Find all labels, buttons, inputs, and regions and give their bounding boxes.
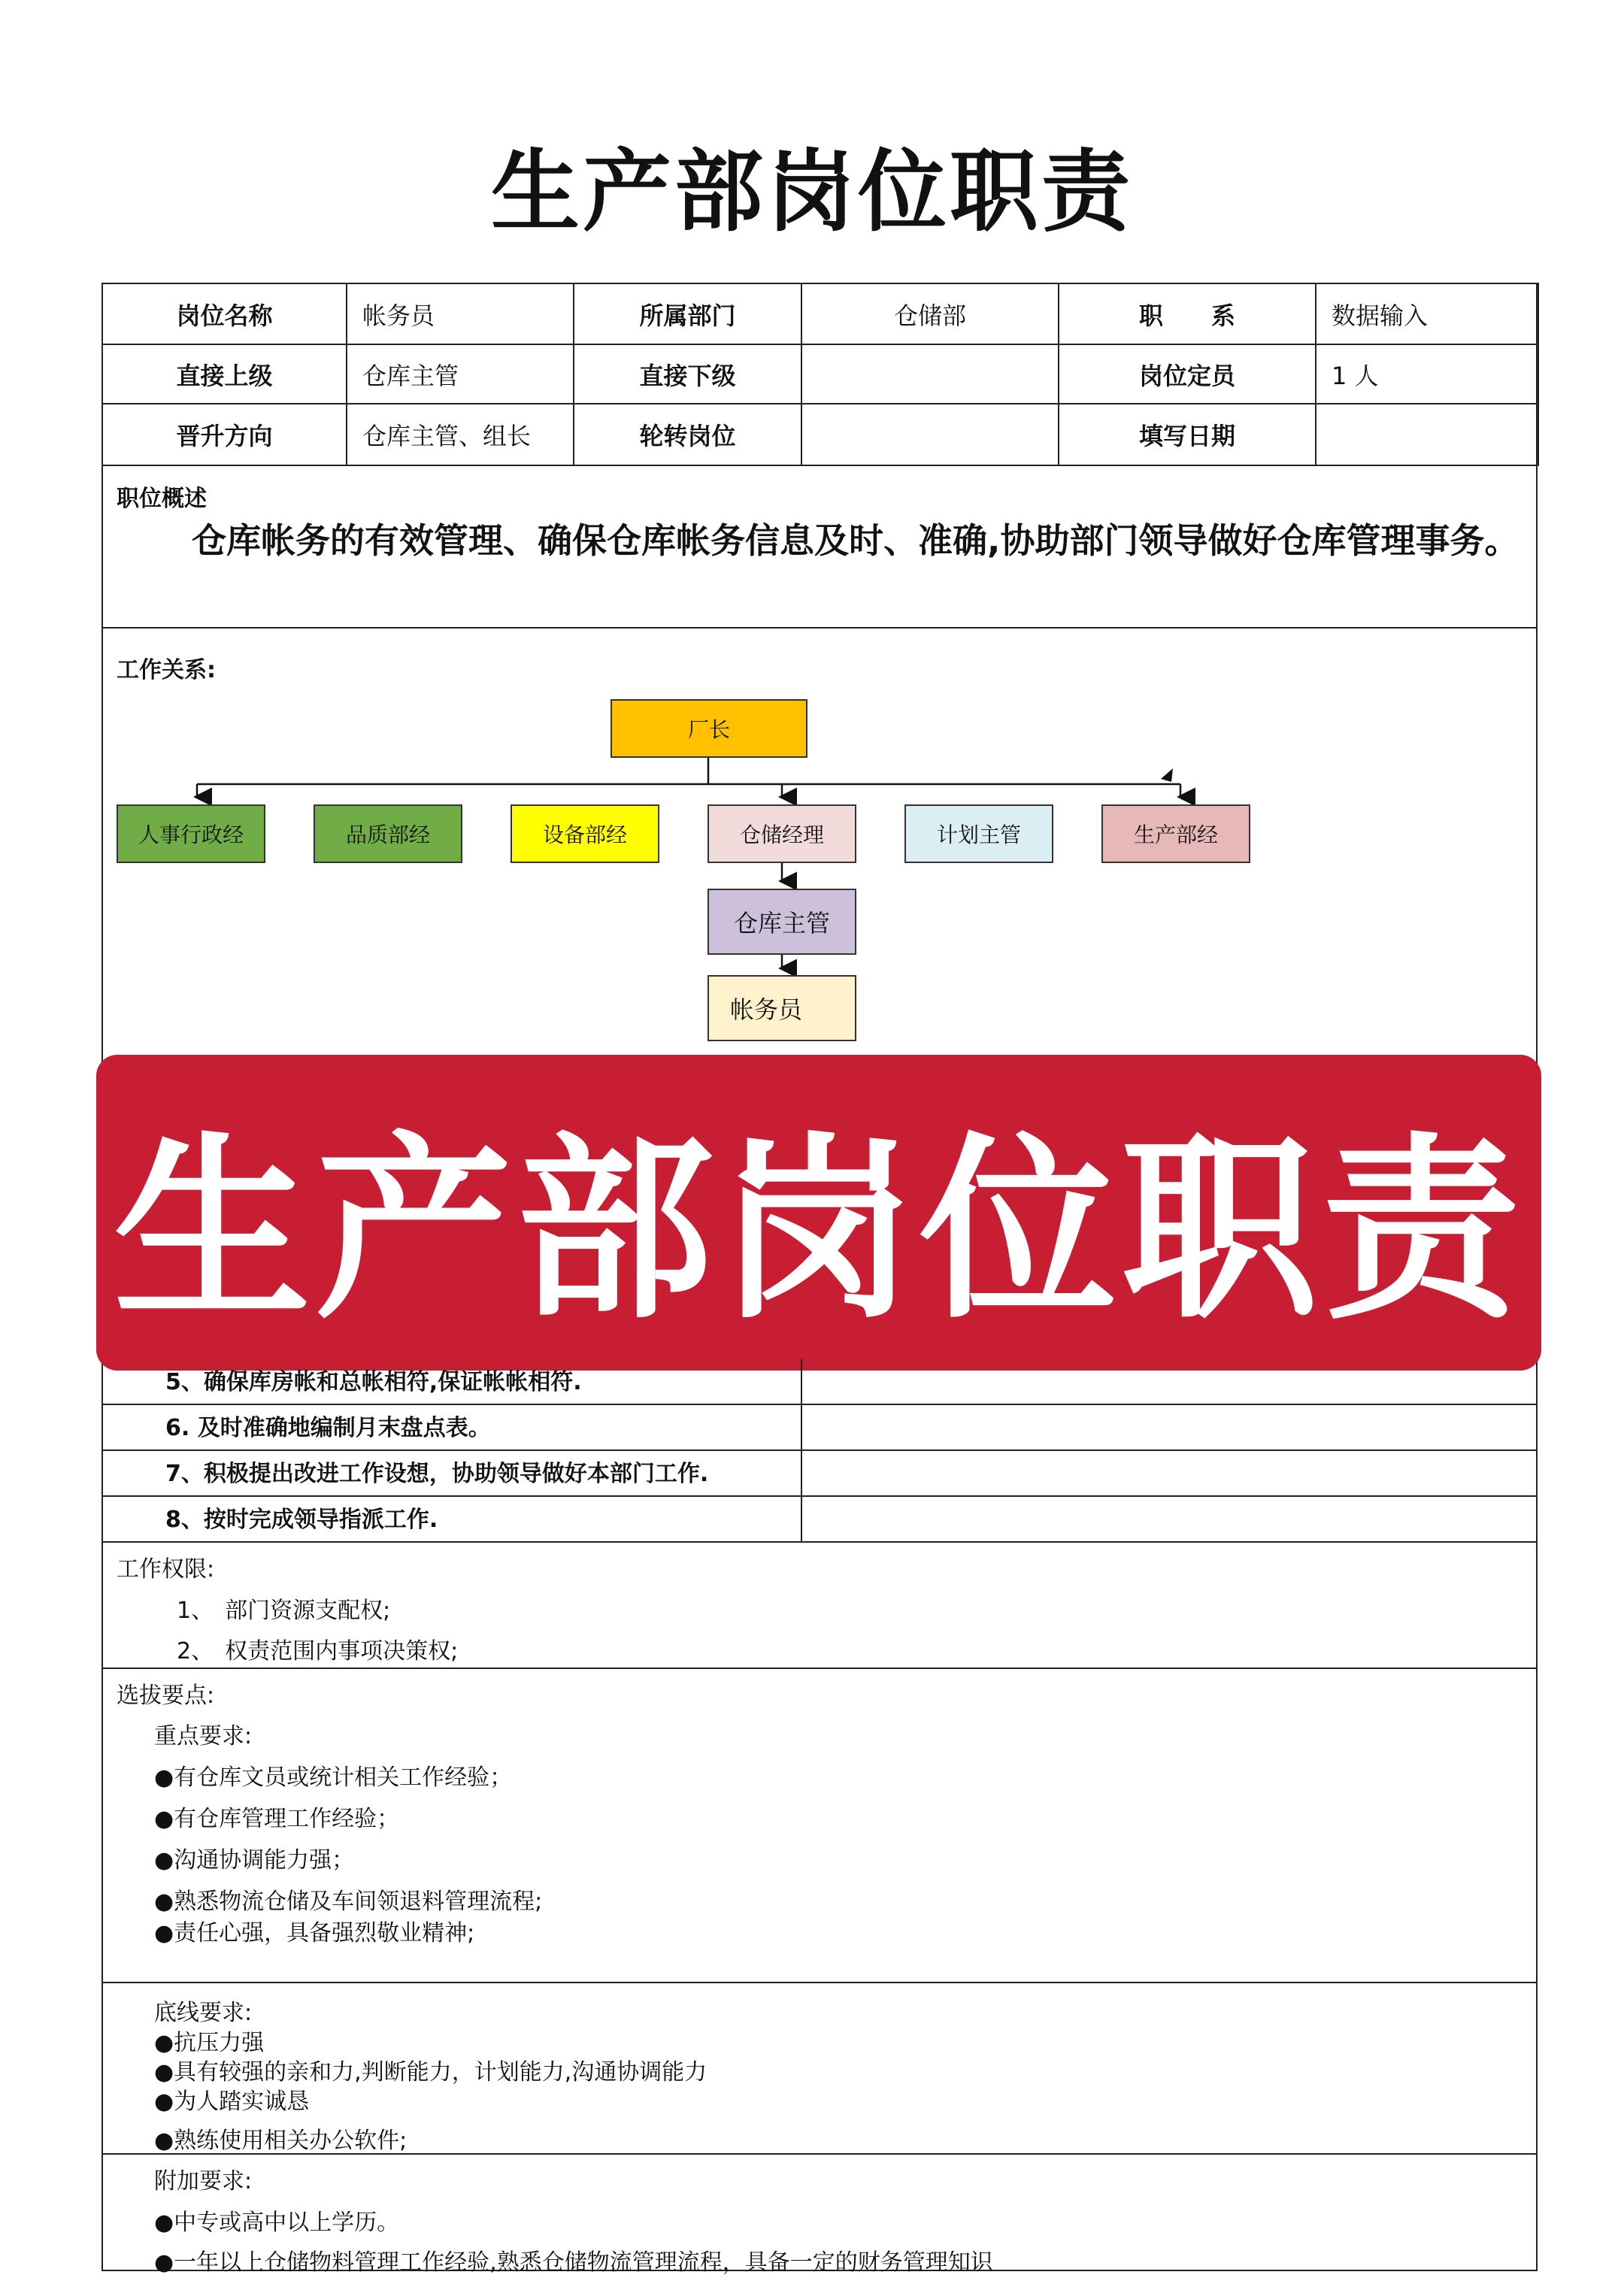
value-position-name: 帐务员	[347, 283, 574, 344]
org-box-equipment: 设备部经	[511, 804, 659, 863]
duty-row	[102, 1497, 1538, 1543]
org-box-hr: 人事行政经	[117, 804, 265, 863]
duty-row	[102, 1405, 1538, 1451]
selection-label: 选拔要点:	[117, 1683, 215, 1709]
duty-text: 5、确保库房帐和总帐相符,保证帐帐相符.	[165, 1369, 582, 1395]
value-direct-superior: 仓库主管	[347, 344, 574, 404]
base-requirement-item: ●熟练使用相关办公软件;	[154, 2128, 408, 2154]
org-box-production: 生产部经	[1101, 804, 1250, 863]
column-divider	[801, 1359, 802, 1405]
base-requirement-item: ●具有较强的亲和力,判断能力，计划能力,沟通协调能力	[154, 2059, 707, 2086]
label-headcount: 岗位定员	[1059, 344, 1316, 404]
key-requirement-item: ●有仓库文员或统计相关工作经验；	[154, 1764, 513, 1791]
divider	[102, 1982, 1538, 1983]
org-box-accounting-clerk: 帐务员	[707, 975, 856, 1041]
label-promotion: 晋升方向	[102, 404, 347, 465]
duty-text: 6. 及时准确地编制月末盘点表。	[165, 1415, 491, 1441]
column-divider	[801, 1497, 802, 1543]
key-requirements-label: 重点要求:	[154, 1723, 253, 1749]
relations-label: 工作关系:	[117, 657, 216, 683]
key-requirement-item: ●责任心强，具备强烈敬业精神;	[154, 1920, 475, 1946]
duty-text: 7、积极提出改进工作设想，协助领导做好本部门工作.	[165, 1461, 709, 1487]
page-title: 生产部岗位职责	[490, 140, 1133, 244]
key-requirement-item: ●有仓库管理工作经验；	[154, 1806, 400, 1832]
column-divider	[801, 1451, 802, 1497]
org-box-warehouse-supervisor: 仓库主管	[707, 889, 856, 955]
label-job-family: 职 系	[1059, 283, 1316, 344]
org-box-director: 厂长	[611, 699, 807, 758]
extra-requirement-item: ●一年以上仓储物料管理工作经验,熟悉仓储物流管理流程，具备一定的财务管理知识	[154, 2249, 993, 2276]
duty-row	[102, 1451, 1538, 1497]
divider	[102, 2153, 1538, 2155]
key-requirement-item: ●沟通协调能力强；	[154, 1847, 355, 1873]
banner-title: 生产部岗位职责	[114, 1115, 1524, 1345]
label-direct-superior: 直接上级	[102, 344, 347, 404]
org-box-quality: 品质部经	[314, 804, 462, 863]
extra-requirement-item: ●中专或高中以上学历。	[154, 2210, 400, 2236]
key-requirement-item: ●熟悉物流仓储及车间领退料管理流程;	[154, 1889, 543, 1915]
connector-arrowhead	[1161, 768, 1173, 782]
extra-requirements-label: 附加要求:	[154, 2168, 253, 2195]
authority-item: 1、 部门资源支配权;	[177, 1598, 391, 1624]
summary-content: 仓库帐务的有效管理、确保仓库帐务信息及时、准确,协助部门领导做好仓库管理事务。	[192, 520, 1519, 561]
authority-item: 2、 权责范围内事项决策权;	[177, 1638, 459, 1664]
duty-text: 8、按时完成领导指派工作.	[165, 1507, 438, 1533]
label-position-name: 岗位名称	[102, 283, 347, 344]
column-divider	[801, 1405, 802, 1451]
value-department: 仓储部	[801, 283, 1059, 344]
label-direct-subordinate: 直接下级	[574, 344, 801, 404]
duty-row	[102, 1359, 1538, 1405]
value-headcount: 1 人	[1316, 344, 1538, 404]
label-rotation: 轮转岗位	[574, 404, 801, 465]
base-requirements-label: 底线要求:	[154, 2000, 253, 2026]
divider	[102, 1668, 1538, 1669]
org-box-storage: 仓储经理	[707, 804, 856, 863]
base-requirement-item: ●抗压力强	[154, 2030, 265, 2056]
label-department: 所属部门	[574, 283, 801, 344]
authority-label: 工作权限:	[117, 1556, 215, 1583]
base-requirement-item: ●为人踏实诚恳	[154, 2089, 310, 2115]
summary-label: 职位概述	[117, 486, 207, 512]
label-fill-date: 填写日期	[1059, 404, 1316, 465]
value-job-family: 数据输入	[1316, 283, 1538, 344]
org-box-planning: 计划主管	[904, 804, 1053, 863]
value-promotion: 仓库主管、组长	[347, 404, 574, 465]
